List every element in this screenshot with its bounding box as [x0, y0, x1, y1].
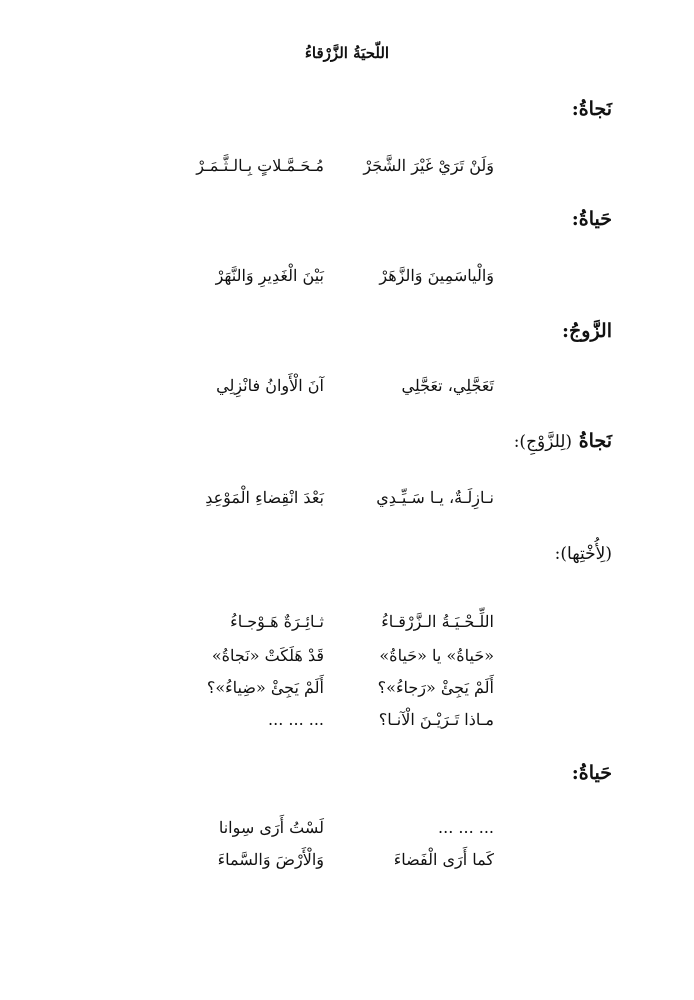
speaker-label: نَجاةُ: — [571, 98, 612, 120]
verse-second-hemistich: ... ... ... — [268, 710, 324, 729]
verse-second-hemistich: مُـحَـمَّـلاتٍ بِـالـثَّـمَـرْ — [196, 156, 324, 175]
verse-line — [0, 710, 694, 736]
poem-title: اللّحيَةُ الزَّرْقاءُ — [304, 44, 390, 62]
verse-second-hemistich: وَالْأَرْضَ وَالسَّماءَ — [217, 850, 324, 869]
verse-line — [0, 612, 694, 638]
verse-line — [0, 646, 694, 672]
verse-second-hemistich: آنَ الْأَوانُ فانْزِلِي — [216, 376, 324, 395]
stage-direction: (لِأُخْتِها): — [554, 544, 612, 564]
speaker-label: حَياةُ: — [571, 208, 612, 230]
verse-line — [0, 850, 694, 876]
verse-line — [0, 266, 694, 292]
speaker-label: الزَّوجُ: — [561, 320, 612, 342]
verse-first-hemistich: ... ... ... — [438, 818, 494, 837]
verse-first-hemistich: وَالْياسَمِينَ وَالزَّهَرْ — [379, 266, 494, 285]
verse-line — [0, 488, 694, 514]
verse-line — [0, 376, 694, 402]
verse-second-hemistich: بَعْدَ انْقِضاءِ الْمَوْعِدِ — [205, 488, 324, 507]
verse-line — [0, 156, 694, 182]
verse-second-hemistich: أَلَمْ يَجِئْ «ضِياءُ»؟ — [206, 678, 324, 697]
verse-first-hemistich: مـاذا تَـرَيْـنَ الْآنـا؟ — [378, 710, 494, 729]
verse-first-hemistich: «حَياةُ» يا «حَياةُ» — [379, 646, 494, 665]
verse-first-hemistich: وَلَنْ تَرَيْ غَيْرَ الشَّجَرْ — [363, 156, 494, 175]
speaker-label — [514, 430, 612, 452]
verse-first-hemistich: أَلَمْ يَجِئْ «رَجاءُ»؟ — [377, 678, 494, 697]
verse-line — [0, 678, 694, 704]
verse-first-hemistich: تَعَجَّلِي، تعَجَّلِي — [401, 376, 494, 395]
speaker-label: حَياةُ: — [571, 762, 612, 784]
verse-line — [0, 818, 694, 844]
verse-second-hemistich: ثـائِـرَةٌ هَـوْجـاءُ — [230, 612, 324, 631]
speaker-note: (لِلزَّوْجِ): — [513, 432, 573, 452]
speaker-name: نَجاةُ — [578, 430, 612, 452]
verse-second-hemistich: قَدْ هَلَكَتْ «نَجاةُ» — [211, 646, 324, 665]
verse-first-hemistich: كَما أَرَى الْفَضاءَ — [393, 850, 494, 869]
verse-second-hemistich: لَسْتُ أَرَى سِوانا — [218, 818, 324, 837]
verse-first-hemistich: اللِّـحْـيَـةُ الـزَّرْقـاءُ — [381, 612, 494, 631]
verse-second-hemistich: بَيْنَ الْغَدِيرِ وَالنَّهَرْ — [215, 266, 324, 285]
verse-first-hemistich: نـازِلَـةٌ، يـا سَـيِّـدِي — [376, 488, 494, 507]
